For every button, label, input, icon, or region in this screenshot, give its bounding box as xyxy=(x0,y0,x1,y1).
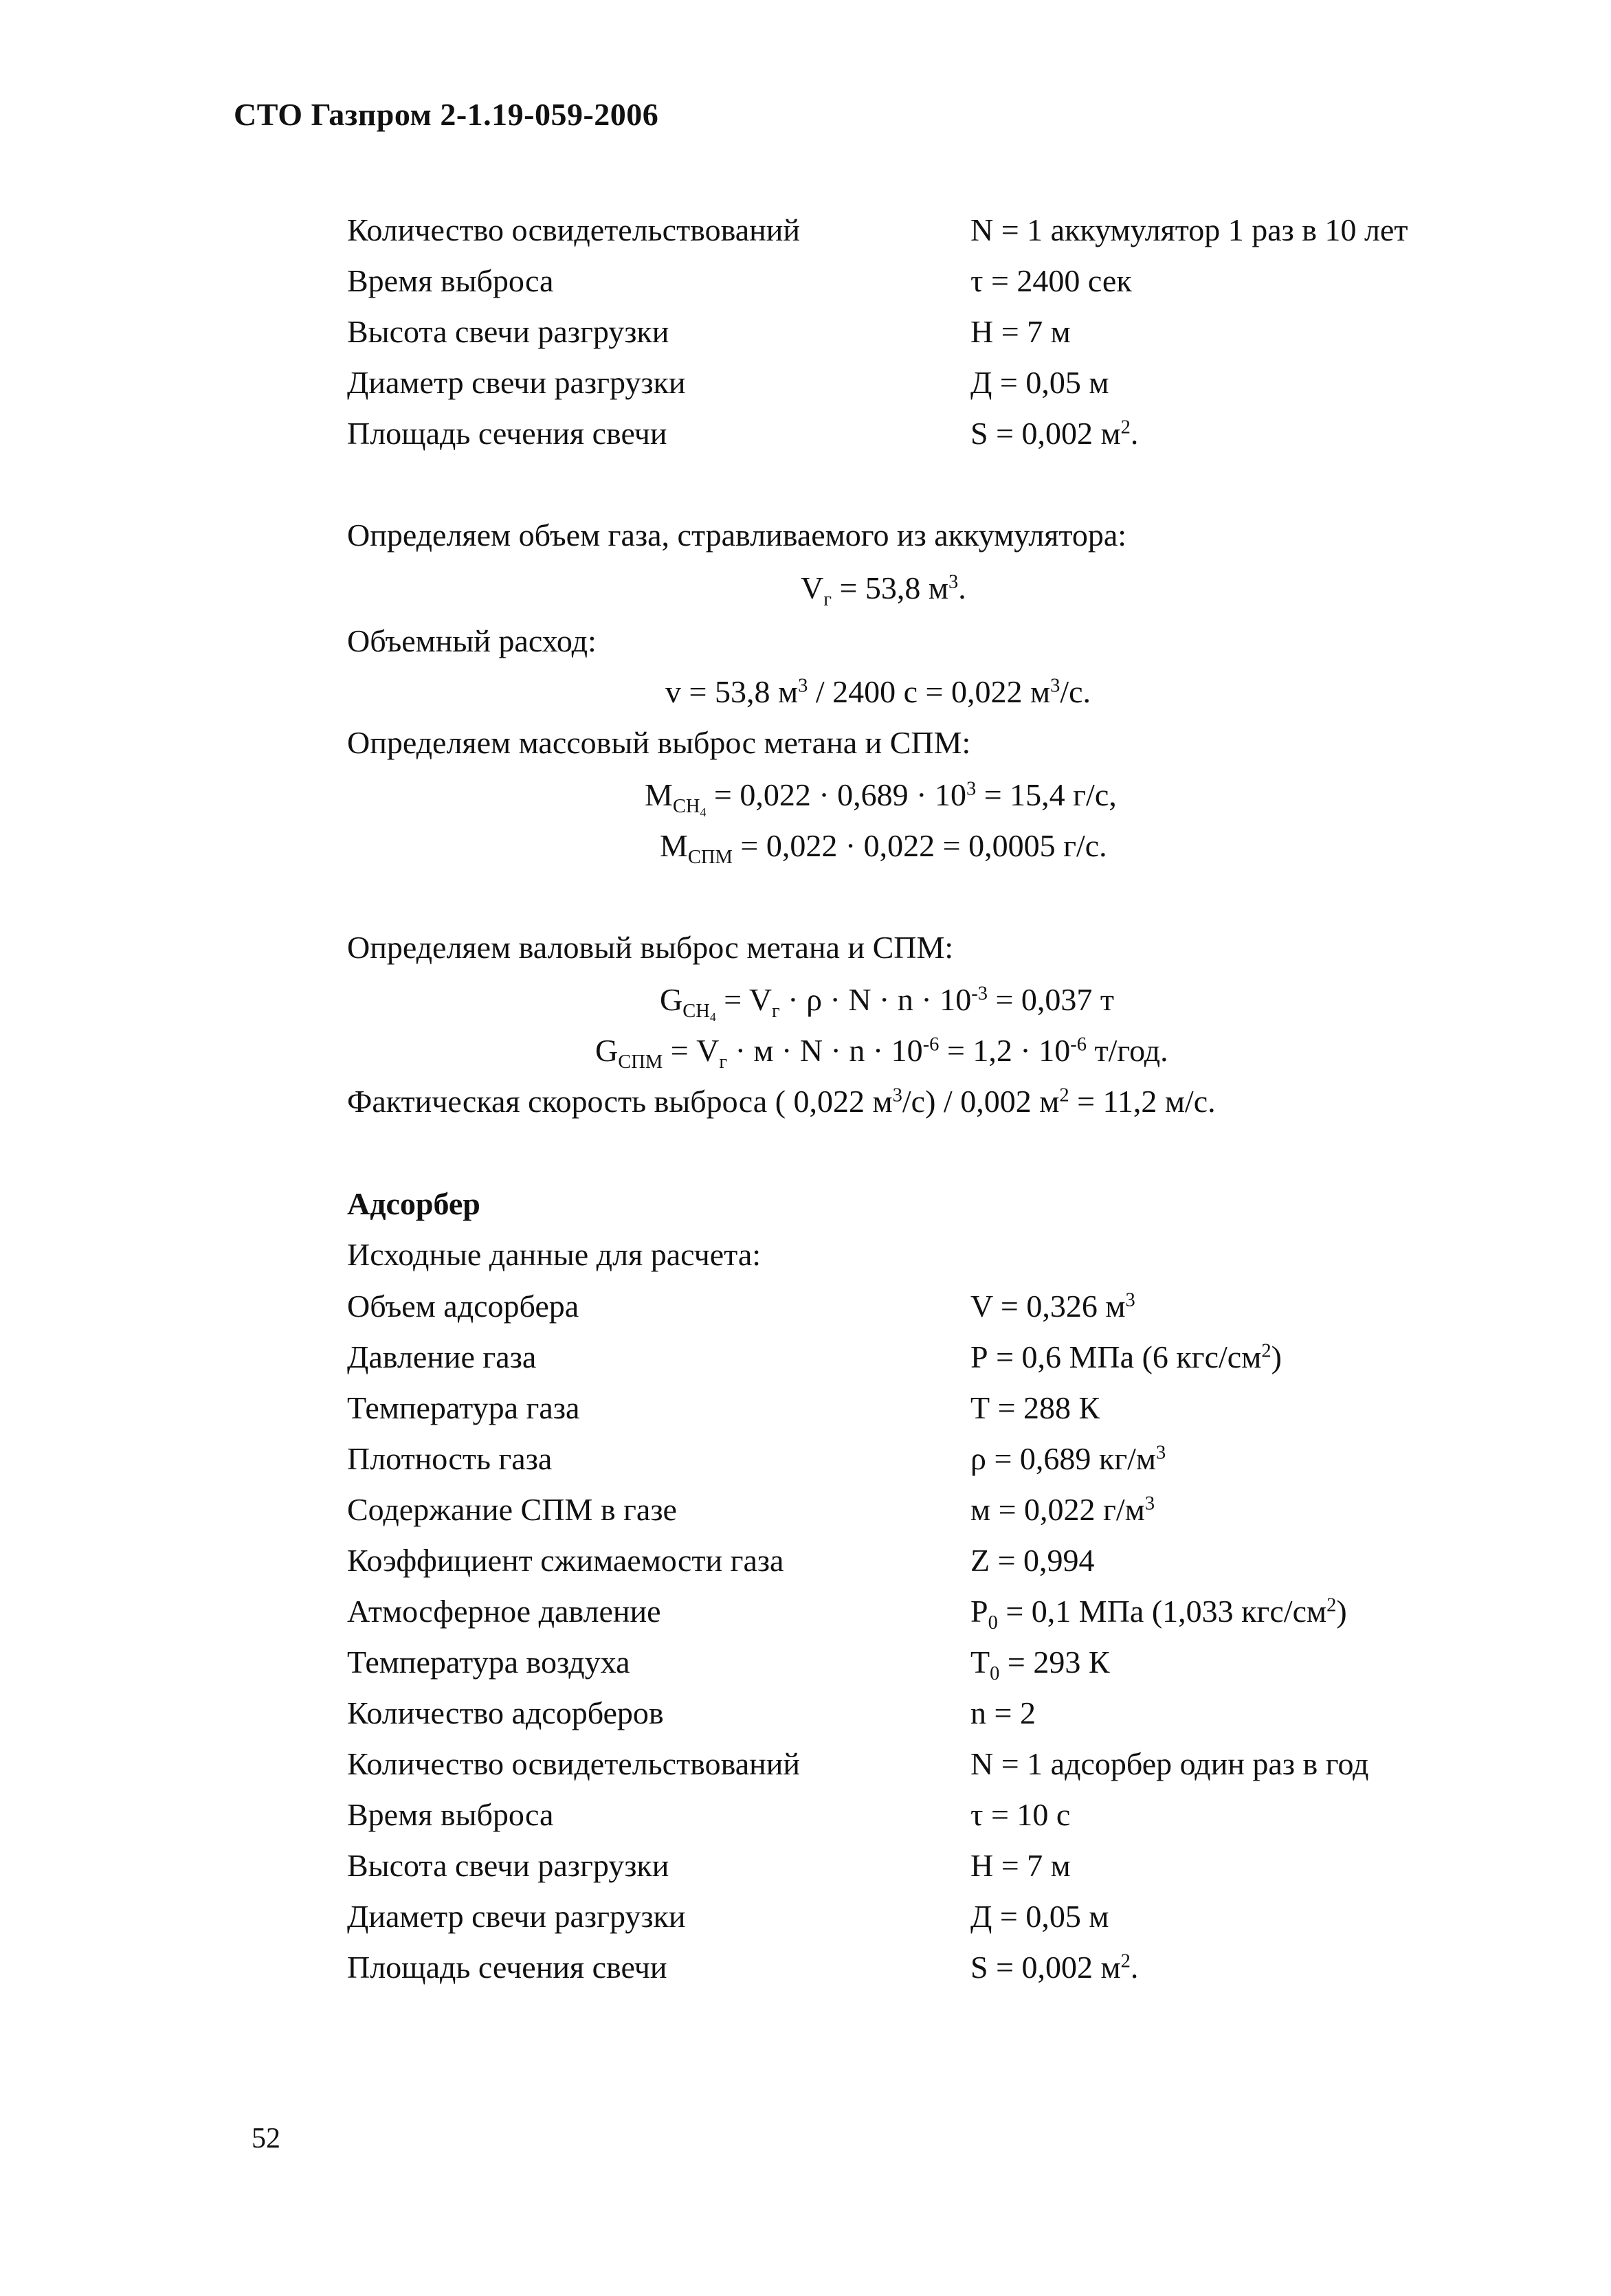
param-row xyxy=(0,1693,1611,1734)
param-label: Температура газа xyxy=(347,1390,580,1425)
param-value: V = 0,326 $м^3$ xyxy=(970,1289,1135,1324)
gross-ch4-formula: $G_{CH_4} = V_г \cdot \rho \cdot N \cdot n \cdot 10^{-3} = 0,037$ т xyxy=(660,982,1115,1025)
mass-spm-formula: $M_{СПМ} = 0,022 \cdot 0,022 = 0,0005$ г/с. xyxy=(660,828,1107,868)
document-header: СТО Газпром 2-1.19-059-2006 xyxy=(234,97,659,132)
flow-formula: v = 53,8 $м^3 / 2400$ с = 0,022 $м^3/с$. xyxy=(665,674,1091,709)
param-row xyxy=(0,1947,1611,1988)
param-label: Высота свечи разгрузки xyxy=(347,314,669,349)
param-label: Количество освидетельствований xyxy=(347,212,800,247)
param-row xyxy=(0,1337,1611,1378)
param-label: Температура воздуха xyxy=(347,1645,630,1680)
mass-intro: Определяем массовый выброс метана и СПМ: xyxy=(347,725,971,760)
param-row xyxy=(0,1642,1611,1683)
param-label: Площадь сечения свечи xyxy=(347,1950,667,1985)
param-label: Время выброса xyxy=(347,1797,554,1832)
param-value: Z = 0,994 xyxy=(970,1543,1095,1578)
flow-intro: Объемный расход: xyxy=(347,623,597,658)
param-value: Д = 0,05 м xyxy=(970,1899,1109,1934)
param-value: Т = 288 К xyxy=(970,1390,1100,1425)
param-row xyxy=(0,362,1611,403)
volume-formula: $V_г = 53,8$ $м^3$. xyxy=(801,570,966,610)
param-label: Коэффициент сжимаемости газа xyxy=(347,1543,784,1578)
page-number: 52 xyxy=(252,2123,280,2154)
param-value: τ = 10 с xyxy=(970,1797,1071,1832)
param-value: τ = 2400 сек xyxy=(970,263,1132,298)
param-row xyxy=(0,1438,1611,1480)
param-value: n = 2 xyxy=(970,1695,1036,1730)
param-row xyxy=(0,1387,1611,1429)
param-label: Содержание СПМ в газе xyxy=(347,1492,677,1527)
param-value: Р = 0,6 МПа (6 кгс/$см^2$) xyxy=(970,1339,1282,1374)
param-value: Н = 7 м xyxy=(970,1848,1071,1883)
param-label: Время выброса xyxy=(347,263,554,298)
param-value: ρ = 0,689 $кг/м^3$ xyxy=(970,1441,1166,1476)
param-row xyxy=(0,1591,1611,1632)
param-row xyxy=(0,413,1611,454)
param-row xyxy=(0,1489,1611,1530)
param-row xyxy=(0,1286,1611,1327)
param-label: Объем адсорбера xyxy=(347,1289,579,1324)
param-label: Количество адсорберов xyxy=(347,1695,664,1730)
adsorber-intro: Исходные данные для расчета: xyxy=(347,1237,762,1272)
param-label: Плотность газа xyxy=(347,1441,553,1476)
param-value: S = 0,002 $м^2$. xyxy=(970,416,1139,451)
param-value: м = 0,022 $г/м^3$ xyxy=(970,1492,1155,1527)
velocity-line: Фактическая скорость выброса ( 0,022 $м^3/с) / 0,002$ $м^2 = 11,2$ м/с. xyxy=(347,1084,1216,1119)
param-label: Количество освидетельствований xyxy=(347,1746,800,1781)
param-value: N = 1 адсорбер один раз в год xyxy=(970,1746,1369,1781)
param-label: Высота свечи разгрузки xyxy=(347,1848,669,1883)
param-label: Площадь сечения свечи xyxy=(347,416,667,451)
param-label: Диаметр свечи разгрузки xyxy=(347,1899,686,1934)
section-title: Адсорбер xyxy=(347,1186,480,1221)
param-label: Давление газа xyxy=(347,1339,537,1374)
param-value: N = 1 аккумулятор 1 раз в 10 лет xyxy=(970,212,1408,247)
param-value: $Т_0 = 293$ К xyxy=(970,1645,1110,1684)
gross-intro: Определяем валовый выброс метана и СПМ: xyxy=(347,930,954,965)
param-row xyxy=(0,1845,1611,1886)
param-value: S = 0,002 $м^2$. xyxy=(970,1950,1139,1985)
param-row xyxy=(0,1896,1611,1937)
param-row xyxy=(0,210,1611,251)
volume-intro: Определяем объем газа, стравливаемого из аккумулятора: xyxy=(347,517,1127,553)
param-value: $Р_0 = 0,1$ МПа (1,033 кгс/$см^2$) xyxy=(970,1594,1347,1634)
param-label: Атмосферное давление xyxy=(347,1594,661,1629)
param-row xyxy=(0,1540,1611,1581)
param-row xyxy=(0,1794,1611,1836)
param-row xyxy=(0,260,1611,302)
param-value: Н = 7 м xyxy=(970,314,1071,349)
param-value: Д = 0,05 м xyxy=(970,365,1109,400)
param-label: Диаметр свечи разгрузки xyxy=(347,365,686,400)
param-row xyxy=(0,311,1611,353)
param-row xyxy=(0,1743,1611,1785)
mass-ch4-formula: $M_{CH_4} = 0,022 \cdot 0,689 \cdot 10^3 = 15,4$ г/с, xyxy=(645,777,1117,820)
gross-spm-formula: $G_{СПМ} = V_г \cdot м \cdot N \cdot n \cdot 10^{-6} = 1,2 \cdot 10^{-6}$ т/год. xyxy=(595,1033,1168,1073)
